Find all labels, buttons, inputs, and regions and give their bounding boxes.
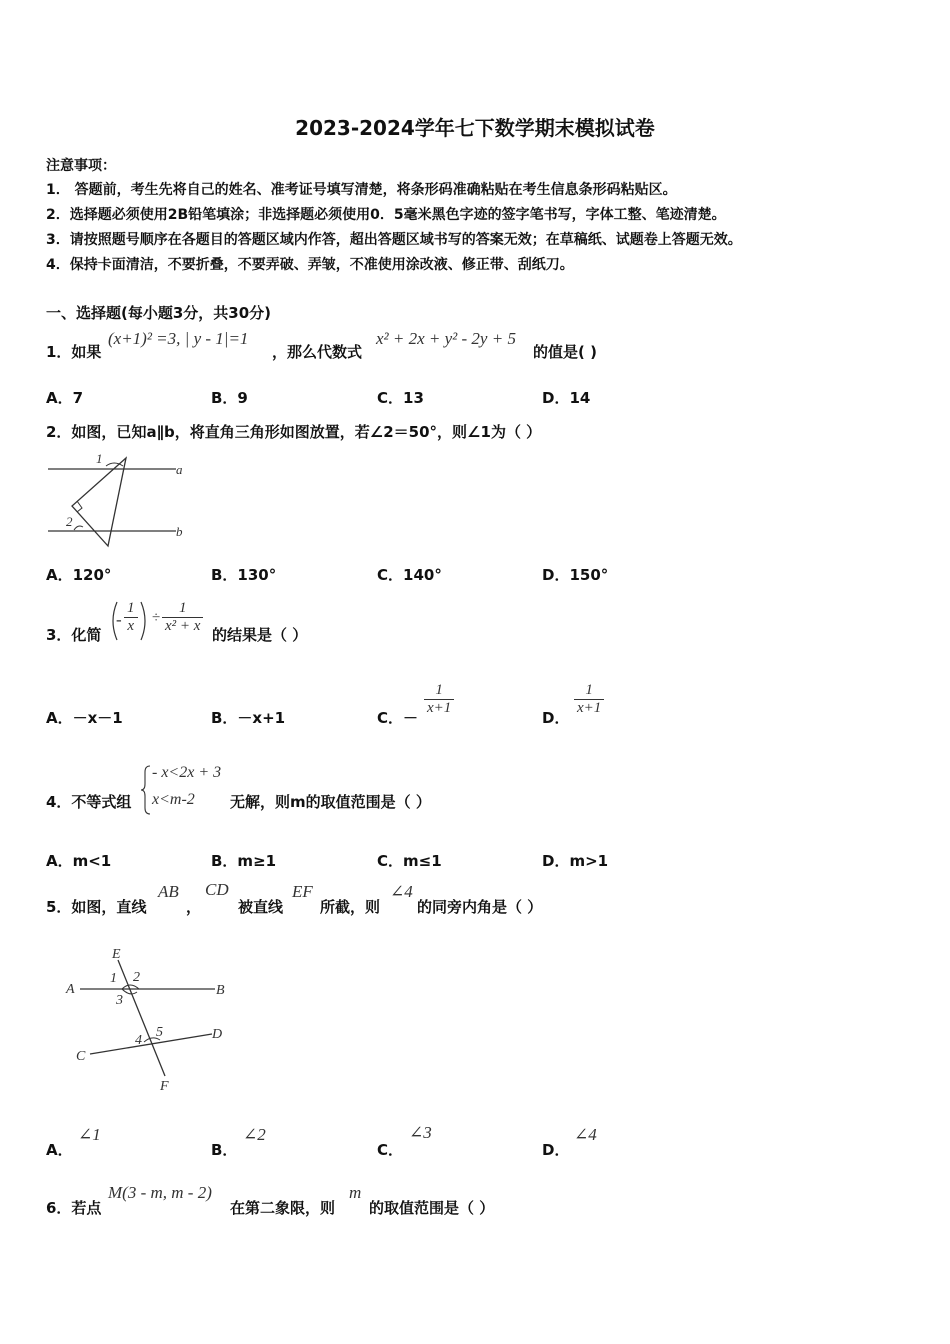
q2-label-a: a	[176, 462, 183, 477]
q5-pre: 5．如图，直线	[46, 898, 147, 916]
q3-minus: -	[116, 610, 122, 629]
q3-frac2-num: 1	[162, 600, 203, 618]
section-heading: 一、选择题(每小题3分，共30分)	[46, 304, 272, 322]
q4-brace	[139, 764, 153, 816]
notes-heading: 注意事项：	[46, 158, 116, 174]
note-item-1: 1． 答题前，考生先将自己的姓名、准考证号填写清楚，将条形码准确粘贴在考生信息条形码粘贴区。	[46, 182, 677, 198]
q3-post: 的结果是（ ）	[212, 626, 308, 644]
q3-option-d[interactable]: D．	[542, 709, 570, 727]
q6-mid: 在第二象限，则	[230, 1199, 336, 1217]
q1-post: 的值是( )	[533, 343, 597, 361]
q3-option-b[interactable]: B．－x+1	[211, 709, 286, 727]
q3-frac2	[162, 600, 203, 635]
q5-option-d[interactable]: D．	[542, 1141, 570, 1159]
q4-option-a[interactable]: A．m<1	[46, 852, 112, 870]
q4-option-c[interactable]: C．m≤1	[377, 852, 442, 870]
q6-m: m	[349, 1183, 362, 1202]
q2-option-d[interactable]: D．150°	[542, 566, 609, 584]
q5-label-a: A	[66, 982, 75, 997]
q4-post: 无解，则m的取值范围是（ ）	[230, 793, 431, 811]
q5-angle: ∠4	[390, 882, 413, 901]
q5-comma: ，	[186, 898, 202, 916]
q5-label-4: 4	[135, 1033, 142, 1048]
q4-option-d[interactable]: D．m>1	[542, 852, 609, 870]
q5-mid: 被直线	[238, 898, 284, 916]
q3-div: ÷	[152, 610, 161, 626]
q3-pre: 3．化简	[46, 626, 102, 644]
q3-option-c-num: 1	[424, 682, 454, 700]
q5-cd: CD	[205, 880, 229, 899]
note-item-2: 2．选择题必须使用2B铅笔填涂；非选择题必须使用0．5毫米黑色字迹的签字笔书写，字体工整、笔迹清楚。	[46, 207, 726, 223]
q5-label-f: F	[160, 1079, 169, 1090]
note-item-4: 4．保持卡面清洁，不要折叠，不要弄破、弄皱，不准使用涂改液、修正带、刮纸刀。	[46, 257, 574, 273]
q5-option-d-math: ∠4	[574, 1125, 597, 1144]
q5-label-e: E	[112, 947, 121, 962]
q2-option-a[interactable]: A．120°	[46, 566, 112, 584]
q2-label-1: 1	[96, 451, 103, 466]
q2-option-c[interactable]: C．140°	[377, 566, 442, 584]
q5-post: 的同旁内角是（ ）	[417, 898, 543, 916]
q5-label-5: 5	[156, 1025, 163, 1040]
q5-label-1: 1	[110, 971, 117, 986]
q5-option-a-math: ∠1	[78, 1125, 101, 1144]
q3-option-d-num: 1	[574, 682, 604, 700]
q2-figure	[44, 448, 194, 550]
q4-pre: 4．不等式组	[46, 793, 132, 811]
q3-option-c-den: x+1	[427, 700, 452, 716]
q3-right-paren	[138, 600, 152, 642]
note-item-3: 3．请按照题号顺序在各题目的答题区域内作答，超出答题区域书写的答案无效；在草稿纸、试题卷上答题无效。	[46, 232, 742, 248]
q1-math-condition: (x+1)² =3, | y - 1|=1	[108, 329, 249, 348]
q3-option-d-den: x+1	[577, 700, 602, 716]
q5-label-2: 2	[133, 970, 140, 985]
q5-label-c: C	[76, 1049, 86, 1064]
q5-option-c-math: ∠3	[409, 1123, 432, 1142]
q5-ab: AB	[158, 882, 179, 901]
q3-option-c-frac	[424, 682, 454, 717]
q4-line2: x<m-2	[152, 791, 195, 808]
q1-mid: ，那么代数式	[272, 343, 363, 361]
q5-option-a[interactable]: A．	[46, 1141, 73, 1159]
q2-option-b[interactable]: B．130°	[211, 566, 277, 584]
q5-label-d: D	[212, 1027, 223, 1042]
q6-math: M(3 - m, m - 2)	[108, 1183, 212, 1202]
q5-option-b-math: ∠2	[243, 1125, 266, 1144]
page-title: 2023-2024学年七下数学期末模拟试卷	[295, 116, 655, 140]
q3-option-d-frac	[574, 682, 604, 717]
q5-label-b: B	[216, 983, 225, 998]
q4-line1: - x<2x + 3	[152, 764, 222, 781]
q2-text: 2．如图，已知a∥b，将直角三角形如图放置，若∠2＝50°，则∠1为（ ）	[46, 423, 542, 441]
q5-option-c[interactable]: C．	[377, 1141, 404, 1159]
q1-option-c[interactable]: C．13	[377, 389, 424, 407]
q1-option-b[interactable]: B．9	[211, 389, 248, 407]
q1-math-expression: x² + 2x + y² - 2y + 5	[376, 329, 516, 348]
q4-option-b[interactable]: B．m≥1	[211, 852, 277, 870]
q5-ef: EF	[292, 882, 313, 901]
q1-option-a[interactable]: A．7	[46, 389, 84, 407]
q5-figure	[60, 940, 240, 1090]
q3-frac1	[124, 600, 138, 635]
q2-right-angle-mark	[77, 501, 82, 512]
q5-label-3: 3	[116, 993, 123, 1008]
q3-option-c[interactable]: C．－	[377, 709, 419, 727]
q5-line-cd	[90, 1034, 212, 1054]
q2-angle2-arc	[74, 526, 83, 530]
q3-option-a[interactable]: A．－x－1	[46, 709, 123, 727]
q2-triangle	[72, 458, 126, 546]
q3-frac2-den: x² + x	[165, 618, 201, 634]
q5-mid2: 所截，则	[320, 898, 381, 916]
q6-pre: 6．若点	[46, 1199, 102, 1217]
q3-frac1-den: x	[127, 618, 135, 634]
q1-pre: 1．如果	[46, 343, 102, 361]
q2-label-b: b	[176, 524, 183, 539]
q5-option-b[interactable]: B．	[211, 1141, 238, 1159]
q1-option-d[interactable]: D．14	[542, 389, 591, 407]
q5-line-ef	[118, 960, 165, 1076]
q6-post: 的取值范围是（ ）	[369, 1199, 495, 1217]
q3-frac1-num: 1	[124, 600, 138, 618]
q2-label-2: 2	[66, 514, 73, 529]
